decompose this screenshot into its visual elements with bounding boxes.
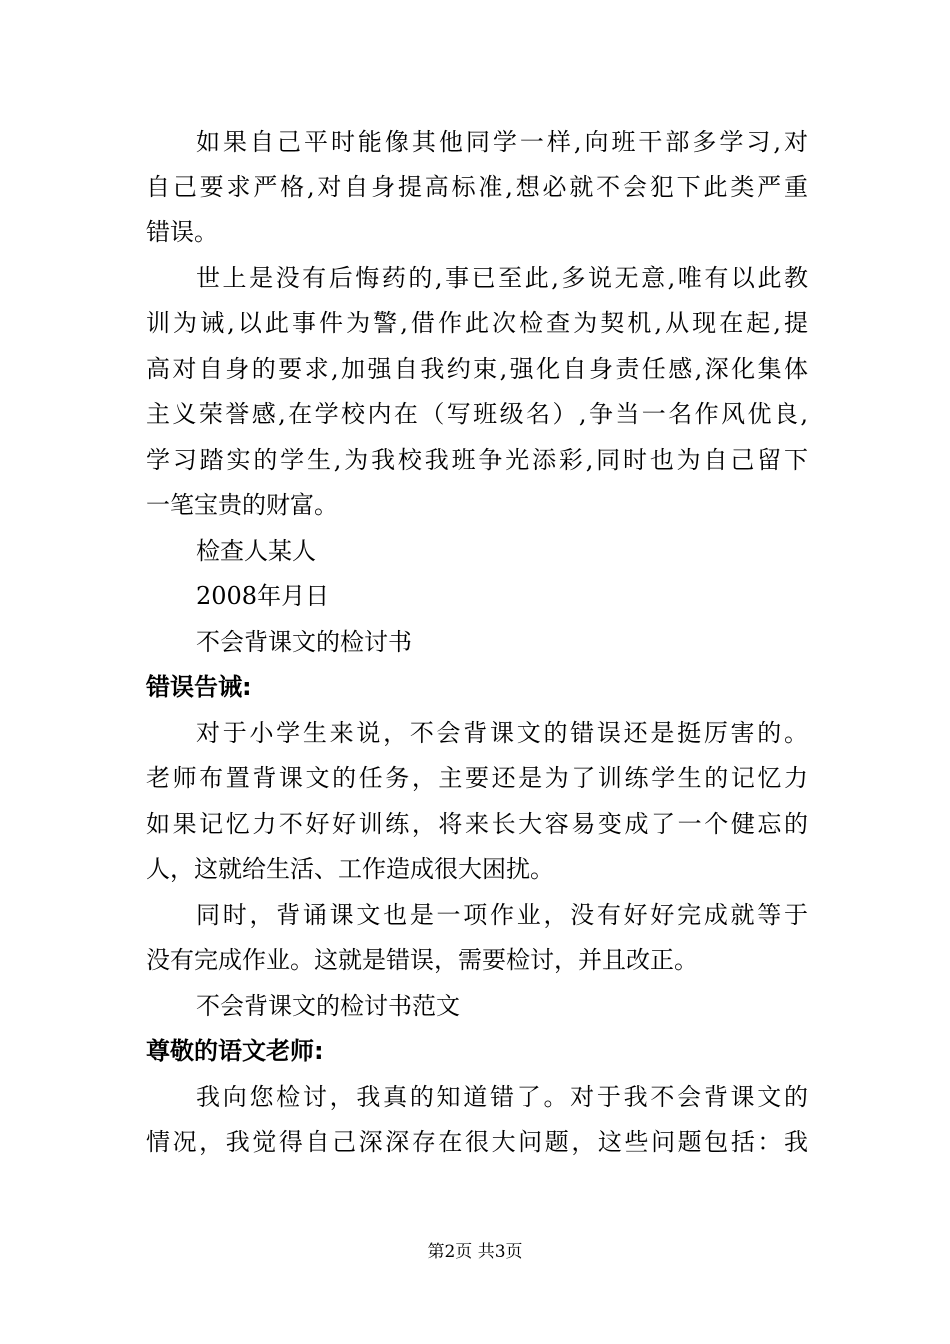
paragraph-line: 世上是没有后悔药的,事已至此,多说无意,唯有以此教: [196, 264, 808, 292]
paragraph-line: 同时，背诵课文也是一项作业，没有好好完成就等于: [196, 901, 808, 929]
paragraph-line: 自己要求严格,对自身提高标准,想必就不会犯下此类严重: [146, 173, 808, 201]
section-title: 不会背课文的检讨书: [196, 628, 412, 656]
paragraph-line: 没有完成作业。这就是错误，需要检讨，并且改正。: [146, 946, 698, 974]
section-heading: 错误告诫:: [146, 673, 252, 701]
paragraph-line: 人，这就给生活、工作造成很大困扰。: [146, 855, 554, 883]
paragraph-line: 训为诫,以此事件为警,借作此次检查为契机,从现在起,提: [146, 309, 808, 337]
paragraph-line: 错误。: [146, 218, 218, 246]
page-footer: 第2页 共3页: [427, 1242, 523, 1262]
paragraph-line: 对于小学生来说，不会背课文的错误还是挺厉害的。: [196, 719, 808, 747]
paragraph-line: 主义荣誉感,在学校内在（写班级名）,争当一名作风优良,: [146, 400, 808, 428]
salutation: 尊敬的语文老师:: [146, 1037, 324, 1065]
signer-line: 检查人某人: [196, 537, 316, 565]
paragraph-line: 情况，我觉得自己深深存在很大问题，这些问题包括：我: [146, 1128, 808, 1156]
section-title: 不会背课文的检讨书范文: [196, 992, 460, 1020]
paragraph-line: 一笔宝贵的财富。: [146, 491, 338, 519]
paragraph-line: 学习踏实的学生,为我校我班争光添彩,同时也为自己留下: [146, 446, 808, 474]
paragraph-line: 高对自身的要求,加强自我约束,强化自身责任感,深化集体: [146, 355, 808, 383]
paragraph-line: 如果记忆力不好好训练，将来长大容易变成了一个健忘的: [146, 810, 808, 838]
paragraph-line: 我向您检讨，我真的知道错了。对于我不会背课文的: [196, 1083, 808, 1111]
paragraph-line: 老师布置背课文的任务，主要还是为了训练学生的记忆力: [146, 764, 808, 792]
paragraph-line: 如果自己平时能像其他同学一样,向班干部多学习,对: [196, 128, 808, 156]
date-line: 2008年月日: [196, 582, 330, 610]
